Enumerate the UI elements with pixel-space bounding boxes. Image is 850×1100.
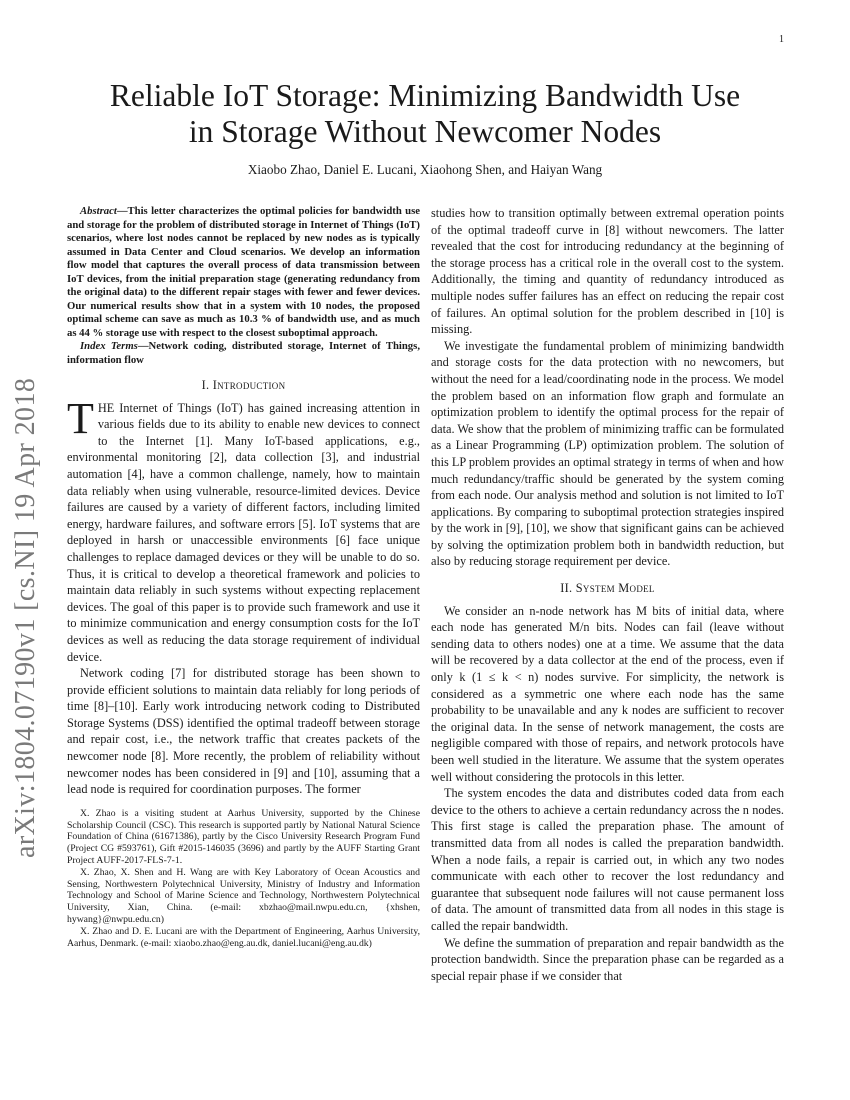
paper-title [60,78,790,150]
index-terms-text: —Network coding, distributed storage, Internet of Things, information flow [67,340,420,366]
index-terms-label: Index Terms [80,340,138,352]
arxiv-stamp: arXiv:1804.07190v1 [cs.NI] 19 Apr 2018 [10,377,41,858]
system-model-paragraph-1: We consider an n-node network has M bits of initial data, where each node has generated M/n bits. Nodes can fail (leave without sending data to others nodes) one at a time. We assume that the data will be recovered by a data collector at the end of the process, even if only k (1 ≤ k < n) nodes survive. For simplicity, the network is considered as a symmetric one where each node has the same probability to be unavailable and any k nodes are sufficient to recover the original data. In the sense of network management, the costs are negligible compared with those of repairs, and network protocols have been well studied in the literature. We assume that the system operates well without considering the protocols in this letter. [431,603,784,784]
title-line-2: in Storage Without Newcomer Nodes [188,114,662,149]
intro-paragraph-2: Network coding [7] for distributed storage has been shown to provide efficient solutions to maintain data reliably for long periods of time [8]–[10]. Early work introducing network coding to Distributed Storage Systems (DSS) identified the optimal tradeoff between storage and repair cost, i.e., the network traffic that creates packets of the newcomer node [8]. More recently, the problem of reliability without newcomer nodes has been considered in [9] and [10], assuming that a lead node is required for coordination purposes. The former [67,666,420,797]
section-heading-system-model: II. System Model [560,581,655,596]
footnote-funding: X. Zhao is a visiting student at Aarhus University, supported by the Chinese Scholarship Council (CSC). This research is supported partly by National Natural Science Foundation of China (61671386), partly by the Cisco University Research Program Fund (Project CG #593761), Gift #2015-146035 (3696) and partly by the AUFF Starting Grant Project AUFF-2017-FLS-7-1. [67,807,420,867]
intro-paragraph-1-text: HE Internet of Things (IoT) has gained increasing attention in various fields due to its ability to enable new devices to connect to the Internet [1]. Many IoT-based applications, e.g., environmental monitoring [2], data collection [3], and industrial automation [4], have a common challenge, namely, how to maintain data reliably when using vulnerable, resource-limited devices. Device failures are caused by a variety of different factors, including limited energy, hardware failures, and software errors [5]. IoT systems that are deployed in harsh or unaccessible environments [6] face unique challenges to replace damaged devices or they will be unable to do so. Thus, it is critical to develop a theoretical framework and policies to maintain data reliably in such systems without expecting replacement devices. The goal of this paper is to provide such framework and use it to minimize communication and energy consumption costs for the IoT devices as well as reducing the data storage requirement of individual device. [67,400,420,664]
system-model-paragraph-3: We define the summation of preparation and repair bandwidth as the protection bandwidth. Since the preparation phase can be regarded as a special repair phase if we consider that [431,935,784,983]
footnote-affiliation-nwpu: X. Zhao, X. Shen and H. Wang are with Key Laboratory of Ocean Acoustics and Sensing, Northwestern Polytechnical University, Ministry of Industry and Information Technology and School of Marine Science and Technology, Northwestern Polytechnical University, Xian, China. (e-mail: xbzhao@mail.nwpu.edu.cn, {xhshen, hywang}@nwpu.edu.cn) [67,866,420,926]
intro-paragraph-1 [67,393,420,666]
drop-cap: T [67,393,94,443]
footnotes [67,808,420,950]
intro-paragraph-4: We investigate the fundamental problem of minimizing bandwidth and storage costs for the data protection with no newcomers, but without the need for a lead/coordinating node in the process. We model the problem based on an information flow graph and formulate an optimization problem to identify the optimal process for the repair of data. We show that the problem of minimizing traffic can be formulated as a Linear Programming (LP) optimization problem. The solution of this LP problem provides an optimal strategy in terms of when and how much redundancy/traffic should be generated by the system coming from each node. Our analysis method and solution is not limited to IoT applications. By comparing to suboptimal protection strategies inspired by the work in [9], [10], we show that significant gains can be achieved by solving the optimization problem both in bandwidth reduction, but also by reducing storage requirement per device. [431,338,785,569]
author-list: Xiaobo Zhao, Daniel E. Lucani, Xiaohong Shen, and Haiyan Wang [247,162,603,177]
section-heading-introduction: I. Introduction [201,378,286,392]
abstract [67,205,420,340]
abstract-label: Abstract [80,205,117,217]
left-column [67,205,420,949]
intro-paragraph-3: studies how to transition optimally between extremal operation points of the optimal tradeoff curve in [8] without newcomers. The latter revealed that the cost for introducing redundancy at the beginning of the storage process has a critical role in the overall cost to the system. Additionally, the timing and quantity of redundancy introduced as multiple nodes suffer failures has an effect on reducing the repair cost of failures. An optimal solution for the problem described in [10] is missing. [431,206,784,337]
index-terms [67,340,420,367]
right-column [431,205,784,984]
footnote-affiliation-aarhus: X. Zhao and D. E. Lucani are with the Department of Engineering, Aarhus University, Aarhus, Denmark. (e-mail: xiaobo.zhao@eng.au.dk, daniel.lucani@eng.au.dk) [67,925,420,949]
page-number: 1 [779,34,784,45]
abstract-text: —This letter characterizes the optimal policies for bandwidth use and storage for the problem of distributed storage in Internet of Things (IoT) scenarios, where lost nodes cannot be replaced by new nodes as is typically assumed in Data Center and Cloud scenarios. We develop an information flow model that captures the overall process of data transmission between IoT devices, from the initial preparation stage (generating redundancy from the original data) to the different repair stages with fewer and fewer devices. Our numerical results show that in a system with 10 nodes, the proposed optimal scheme can save as much as 10.3 % of bandwidth use, and as much as 44 % storage use with respect to the closest suboptimal approach. [67,205,420,339]
system-model-paragraph-2: The system encodes the data and distributes coded data from each device to the others to achieve a certain redundancy across the n nodes. This first stage is called the preparation phase. The amount of transmitted data from all nodes is called the preparation bandwidth. When a node fails, a repair is carried out, in which any two nodes communicate with each other to recover the lost redundancy and guarantee that subsequent node failures will not cause permanent loss of data. The amount of transmitted data from all nodes in this stage is called the repair bandwidth. [431,786,784,933]
title-line-1: Reliable IoT Storage: Minimizing Bandwidth Use [109,78,741,113]
